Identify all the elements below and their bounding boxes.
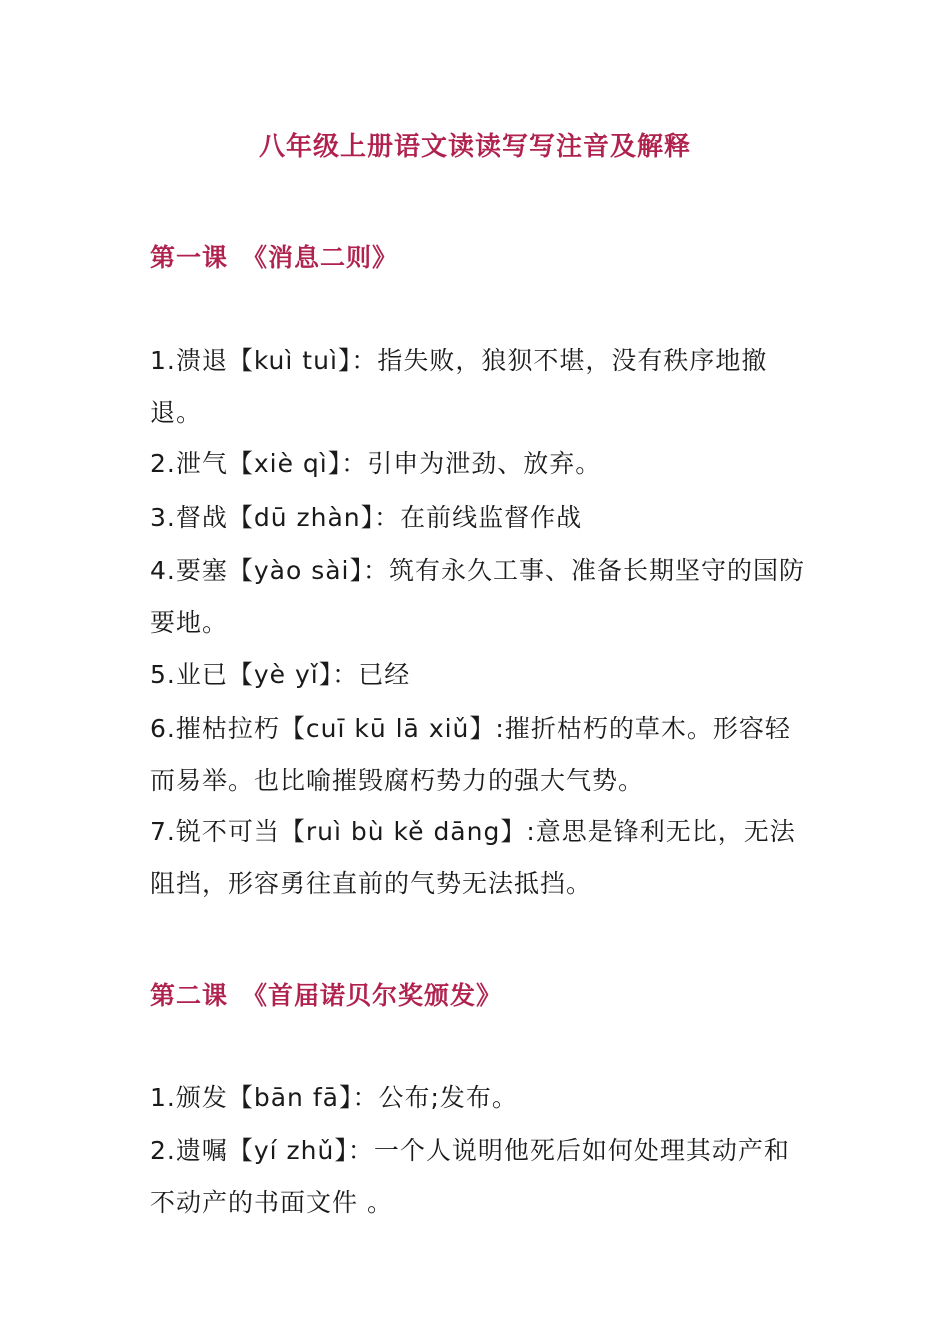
section-heading-lesson-2 [150,976,502,1012]
vocab-entry: 7.锐不可当【ruì bù kě dāng】:意思是锋利无比，无法阻挡，形容勇往直前的气势无法抵挡。 [150,817,796,898]
vocab-entry: 4.要塞【yào sài】：筑有永久工事、准备长期坚守的国防要地。 [150,556,806,637]
vocab-entry: 2.泄气【xiè qì】：引申为泄劲、放弃。 [150,449,602,478]
vocab-entry: 3.督战【dū zhàn】：在前线监督作战 [150,503,583,532]
vocab-entry: 5.业已【yè yǐ】：已经 [150,660,411,689]
vocab-entry: 2.遗嘱【yí zhǔ】：一个人说明他死后如何处理其动产和不动产的书面文件 。 [150,1136,790,1217]
lesson-number: 第一课 [150,243,229,272]
vocab-entry: 1.颁发【bān fā】：公布;发布。 [150,1083,518,1112]
document-title: 八年级上册语文读读写写注音及解释 [258,132,691,162]
vocab-entry: 6.摧枯拉朽【cuī kū lā xiǔ】:摧折枯朽的草木。形容轻而易举。也比喻摧毁腐朽势力的强大气势。 [150,714,791,795]
lesson-title: 《消息二则》 [242,243,399,272]
lesson-title: 《首届诺贝尔奖颁发》 [242,981,503,1010]
vocab-entry: 1.溃退【kuì tuì】：指失败，狼狈不堪，没有秩序地撤退。 [150,346,768,427]
section-heading-lesson-1 [150,238,398,274]
lesson-number: 第二课 [150,981,229,1010]
